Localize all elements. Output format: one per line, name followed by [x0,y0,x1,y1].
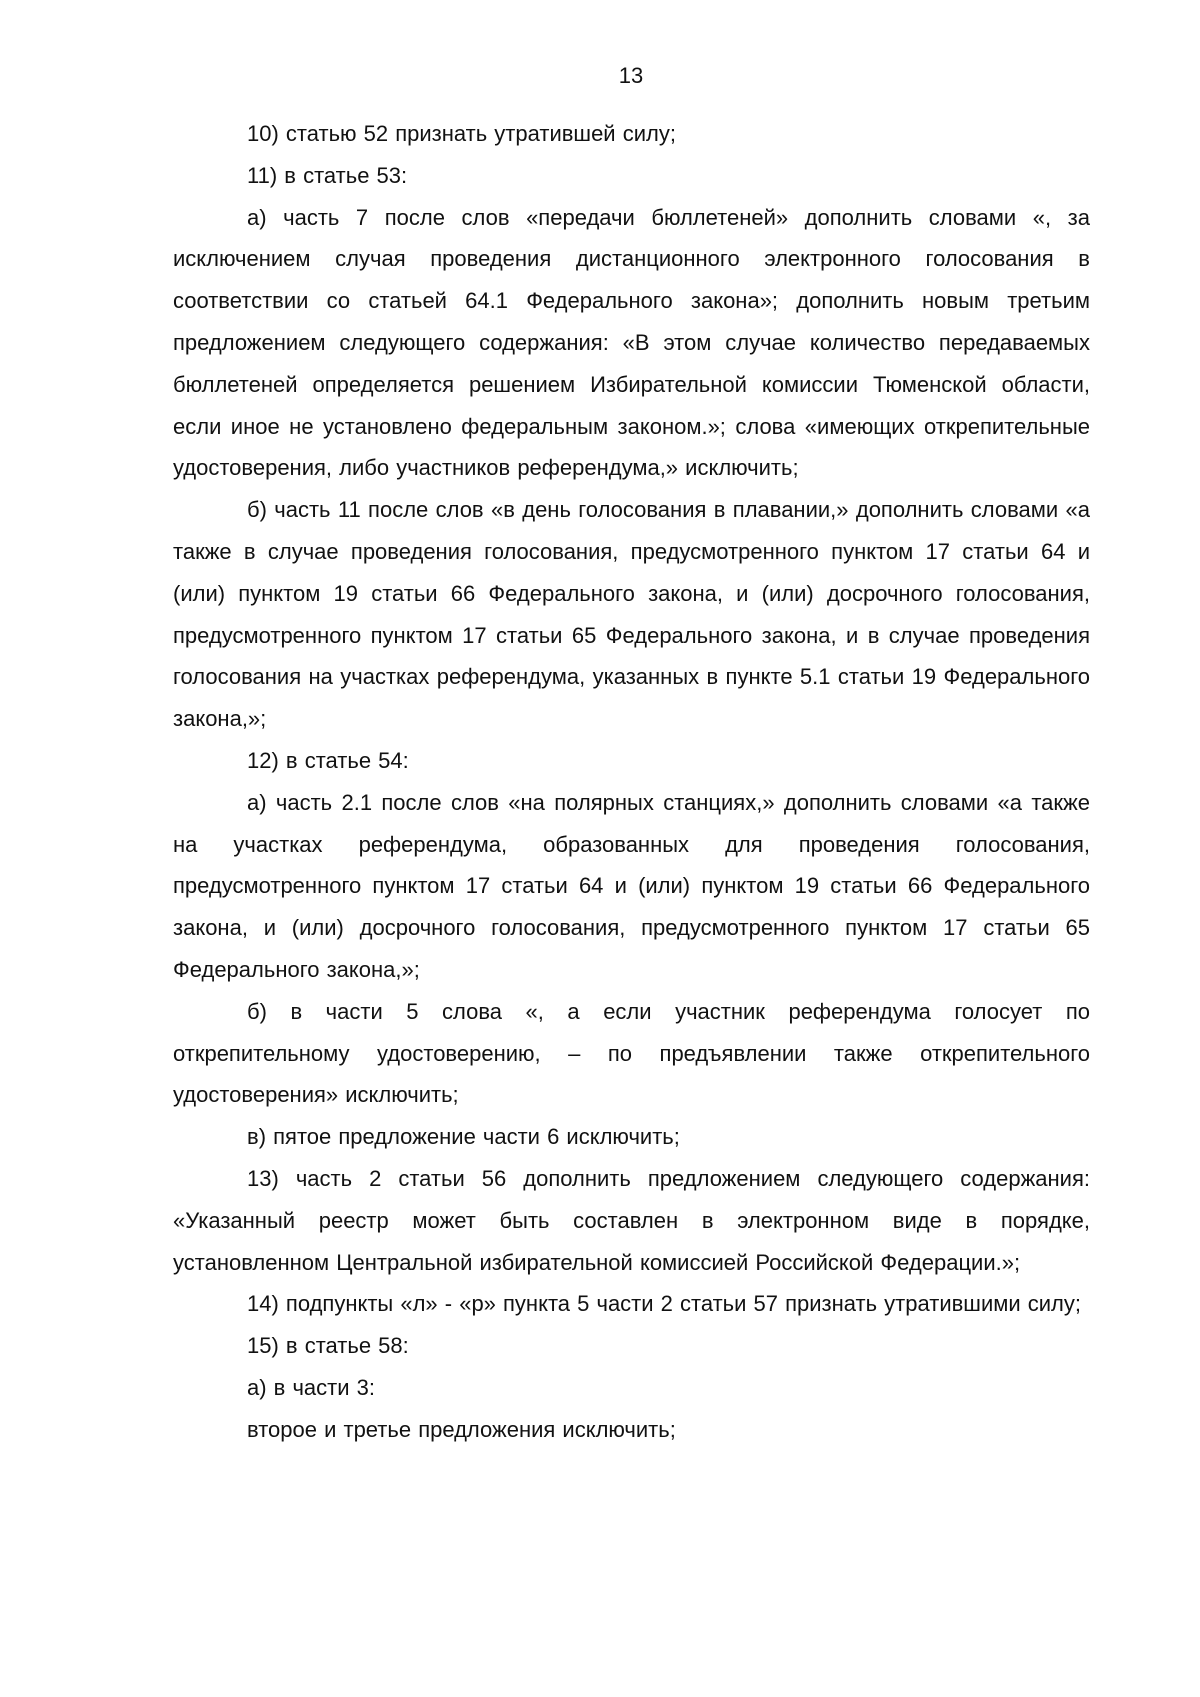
paragraph-item-12v: в) пятое предложение части 6 исключить; [247,1124,680,1150]
paragraph-item-13: 13) часть 2 статьи 56 дополнить предложением следующего содержания: «Указанный реестр может быть составлен в электронном виде в порядке, установленном Центральной избирательной комиссией Российской Федерации.»; [173,1165,1090,1275]
page-number: 13 [618,63,644,88]
paragraph-item-15a: а) в части 3: [247,1374,375,1400]
paragraph-item-11: 11) в статье 53: [247,162,408,188]
paragraph-item-12: 12) в статье 54: [247,747,409,773]
paragraph-item-10: 10) статью 52 признать утратившей силу; [247,121,676,146]
paragraph-item-12b: б) в части 5 слова «, а если участник референдума голосует по открепительному удостоверению, – по предъявлении также открепительного удостоверения» исключить; [173,998,1090,1108]
paragraph-item-15a-sub: второе и третье предложения исключить; [247,1416,676,1442]
paragraph-item-15: 15) в статье 58: [247,1333,409,1359]
paragraph-item-11a: а) часть 7 после слов «передачи бюллетеней» дополнить словами «, за исключением случая проведения дистанционного электронного голосования в соответствии со статьей 64.1 Федерального закона»; дополнить новым третьим предложением следующего содержания: «В этом случае количество передаваемых бюллетеней определяется решением Избирательной комиссии Тюменской области, если иное не установлено федеральным законом.»; слова «имеющих открепительные удостоверения, либо участников референдума,» исключить; [173,204,1090,481]
paragraph-item-11b: б) часть 11 после слов «в день голосования в плавании,» дополнить словами «а также в случае проведения голосования, предусмотренного пунктом 17 статьи 64 и (или) пунктом 19 статьи 66 Федерального закона, и (или) досрочного голосования, предусмотренного пунктом 17 статьи 65 Федерального закона, и в случае проведения голосования на участках референдума, указанных в пункте 5.1 статьи 19 Федерального закона,»; [173,497,1090,732]
document-body [173,113,1090,1451]
paragraph-item-14: 14) подпункты «л» - «р» пункта 5 части 2 статьи 57 признать утратившими силу; [247,1291,1082,1317]
paragraph-item-12a: а) часть 2.1 после слов «на полярных станциях,» дополнить словами «а также на участках референдума, образованных для проведения голосования, предусмотренного пунктом 17 статьи 64 и (или) пунктом 19 статьи 66 Федерального закона, и (или) досрочного голосования, предусмотренного пунктом 17 статьи 65 Федерального закона,»; [173,789,1090,982]
